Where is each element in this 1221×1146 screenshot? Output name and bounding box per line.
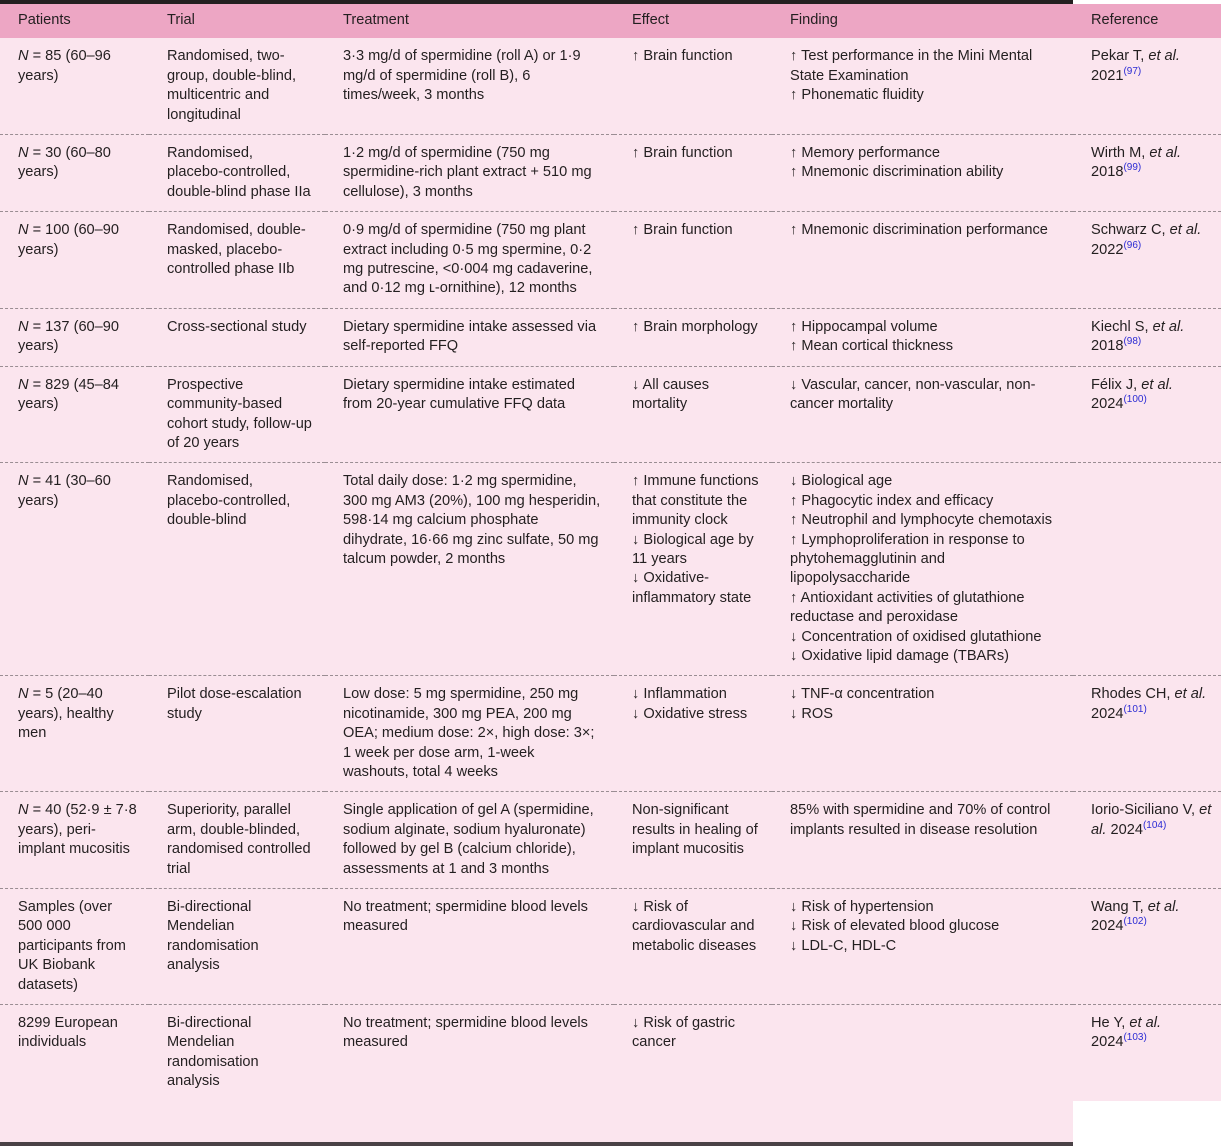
cell-reference bbox=[1073, 1005, 1221, 1101]
reference-author: Iorio-Siciliano V, bbox=[1091, 802, 1200, 819]
effect-item: ↓ Inflammation bbox=[632, 686, 727, 703]
sample-size-symbol: N bbox=[18, 473, 29, 490]
cell-reference bbox=[1073, 135, 1221, 212]
cell-treatment: Total daily dose: 1·2 mg spermidine, 300 mg AM3 (20%), 100 mg hesperidin, 598·14 mg calcium phosphate dihydrate, 16·66 mg zinc sulfate, 50 mg talcum powder, 2 months bbox=[325, 463, 614, 676]
reference-author: Schwarz C, bbox=[1091, 222, 1170, 239]
sample-size-symbol: N bbox=[18, 802, 29, 819]
cell-effect bbox=[614, 463, 772, 676]
cell-effect bbox=[614, 366, 772, 463]
table-row bbox=[0, 889, 1221, 1005]
reference-etal: et al. bbox=[1129, 1015, 1162, 1032]
sample-size-symbol: N bbox=[18, 376, 29, 393]
cell-patients bbox=[0, 792, 149, 889]
reference-year: 2018 bbox=[1091, 164, 1124, 181]
reference-year: 2024 bbox=[1091, 705, 1124, 722]
column-header-treatment: Treatment bbox=[325, 4, 614, 38]
effect-item: ↓ Risk of gastric cancer bbox=[632, 1015, 735, 1051]
column-header-reference: Reference bbox=[1073, 4, 1221, 38]
patients-text: = 41 (30–60 years) bbox=[18, 473, 111, 509]
cell-effect bbox=[614, 792, 772, 889]
cell-finding bbox=[772, 308, 1073, 366]
reference-citation-number[interactable]: (104) bbox=[1142, 819, 1167, 831]
reference-year: 2024 bbox=[1091, 396, 1124, 413]
finding-item: ↓ TNF-α concentration bbox=[790, 686, 935, 703]
cell-effect bbox=[614, 676, 772, 792]
cell-trial: Bi-directional Mendelian randomisation analysis bbox=[149, 889, 325, 1005]
reference-citation-number[interactable]: (103) bbox=[1123, 1032, 1147, 1044]
cell-reference bbox=[1073, 38, 1221, 134]
reference-citation-number[interactable]: (99) bbox=[1123, 162, 1142, 174]
reference-citation-link[interactable] bbox=[1123, 240, 1141, 251]
cell-treatment: No treatment; spermidine blood levels measured bbox=[325, 889, 614, 1005]
reference-author: Wang T, bbox=[1091, 899, 1148, 916]
reference-citation-number[interactable]: (102) bbox=[1123, 916, 1147, 928]
sample-size-symbol: N bbox=[18, 222, 29, 239]
finding-item: ↑ Hippocampal volume bbox=[790, 318, 938, 335]
cell-patients bbox=[0, 676, 149, 792]
reference-year: 2022 bbox=[1091, 241, 1124, 258]
cell-treatment: 0·9 mg/d of spermidine (750 mg plant extract including 0·5 mg spermine, 0·2 mg putrescine, <0·004 mg cadaverine, and 0·12 mg ʟ-ornithine), 12 months bbox=[325, 212, 614, 309]
cell-patients bbox=[0, 308, 149, 366]
finding-item: ↓ ROS bbox=[790, 705, 833, 722]
cell-treatment: 3·3 mg/d of spermidine (roll A) or 1·9 mg/d of spermidine (roll B), 6 times/week, 3 months bbox=[325, 38, 614, 134]
table-row bbox=[0, 1005, 1221, 1101]
cell-reference bbox=[1073, 308, 1221, 366]
cell-treatment: Dietary spermidine intake estimated from 20-year cumulative FFQ data bbox=[325, 366, 614, 463]
reference-etal: et al. bbox=[1152, 318, 1185, 335]
cell-finding bbox=[772, 38, 1073, 134]
cell-finding bbox=[772, 366, 1073, 463]
cell-finding bbox=[772, 463, 1073, 676]
reference-year: 2018 bbox=[1091, 338, 1124, 355]
reference-citation-number[interactable]: (96) bbox=[1123, 239, 1142, 251]
effect-item: Non-significant results in healing of implant mucositis bbox=[632, 802, 758, 858]
cell-treatment: Dietary spermidine intake assessed via self-reported FFQ bbox=[325, 308, 614, 366]
table-row bbox=[0, 792, 1221, 889]
reference-year: 2024 bbox=[1106, 821, 1143, 838]
finding-item: ↓ LDL-C, HDL-C bbox=[790, 937, 897, 954]
cell-reference bbox=[1073, 366, 1221, 463]
table-row bbox=[0, 38, 1221, 134]
patients-text: = 829 (45–84 years) bbox=[18, 376, 120, 413]
reference-citation-link[interactable] bbox=[1123, 66, 1141, 77]
cell-patients bbox=[0, 38, 149, 134]
table-row bbox=[0, 366, 1221, 463]
reference-author: He Y, bbox=[1091, 1015, 1130, 1032]
cell-treatment: Single application of gel A (spermidine, sodium alginate, sodium hyaluronate) followed by gel B (calcium chloride), assessments at 1 and 3 months bbox=[325, 792, 614, 889]
cell-finding bbox=[772, 212, 1073, 309]
effect-item: ↑ Brain function bbox=[632, 48, 733, 65]
patients-text: = 137 (60–90 years) bbox=[18, 318, 120, 355]
effect-item: ↓ Biological age by 11 years bbox=[632, 531, 754, 567]
cell-trial: Randomised, two-group, double-blind, multicentric and longitudinal bbox=[149, 38, 325, 134]
reference-author: Pekar T, bbox=[1091, 48, 1149, 65]
cell-patients bbox=[0, 135, 149, 212]
cell-effect bbox=[614, 38, 772, 134]
cell-finding bbox=[772, 676, 1073, 792]
patients-text: = 30 (60–80 years) bbox=[18, 145, 111, 181]
cell-reference bbox=[1073, 889, 1221, 1005]
reference-citation-link[interactable] bbox=[1123, 336, 1141, 347]
cell-treatment: Low dose: 5 mg spermidine, 250 mg nicotinamide, 300 mg PEA, 200 mg OEA; medium dose: 2×, high dose: 3×; 1 week per dose arm, 1-week washouts, total 4 weeks bbox=[325, 676, 614, 792]
finding-item: ↑ Lymphoproliferation in response to phytohemagglutinin and lipopolysaccharide bbox=[790, 531, 1025, 587]
cell-reference bbox=[1073, 212, 1221, 309]
cell-trial: Bi-directional Mendelian randomisation analysis bbox=[149, 1005, 325, 1101]
reference-year: 2021 bbox=[1091, 67, 1124, 84]
cell-patients bbox=[0, 212, 149, 309]
finding-item: ↑ Memory performance bbox=[790, 145, 941, 162]
cell-patients bbox=[0, 366, 149, 463]
finding-item: ↓ Oxidative lipid damage (TBARs) bbox=[790, 647, 1009, 664]
reference-citation-number[interactable]: (97) bbox=[1123, 65, 1142, 77]
patients-text: = 85 (60–96 years) bbox=[18, 48, 111, 84]
finding-item: ↓ Risk of hypertension bbox=[790, 899, 934, 916]
cell-treatment: 1·2 mg/d of spermidine (750 mg spermidine-rich plant extract + 510 mg cellulose), 3 months bbox=[325, 135, 614, 212]
sample-size-symbol: N bbox=[18, 686, 29, 703]
reference-citation-link[interactable] bbox=[1123, 394, 1146, 405]
reference-citation-link[interactable] bbox=[1123, 704, 1146, 715]
cell-effect bbox=[614, 212, 772, 309]
effect-item: ↑ Immune functions that constitute the immunity clock bbox=[632, 473, 759, 529]
effect-item: ↓ Risk of cardiovascular and metabolic diseases bbox=[632, 899, 757, 954]
finding-item: ↑ Mnemonic discrimination performance bbox=[790, 222, 1048, 239]
cell-trial: Randomised, double-masked, placebo-controlled phase IIb bbox=[149, 212, 325, 309]
reference-etal: et al. bbox=[1174, 686, 1207, 703]
reference-etal: et al. bbox=[1149, 145, 1182, 162]
cell-patients bbox=[0, 463, 149, 676]
cell-effect bbox=[614, 135, 772, 212]
effect-item: ↓ All causes mortality bbox=[632, 376, 710, 413]
table-header bbox=[0, 4, 1221, 38]
sample-size-symbol: N bbox=[18, 318, 29, 335]
finding-item: ↓ Biological age bbox=[790, 473, 893, 490]
table-row bbox=[0, 212, 1221, 309]
table-body bbox=[0, 38, 1221, 1100]
finding-item: ↑ Phagocytic index and efficacy bbox=[790, 492, 994, 509]
finding-item: ↑ Mnemonic discrimination ability bbox=[790, 164, 1004, 181]
reference-etal: et al. bbox=[1141, 376, 1173, 393]
patients-text: = 40 (52·9 ± 7·8 years), peri-implant mucositis bbox=[18, 802, 137, 858]
patients-text: 8299 European individuals bbox=[18, 1015, 118, 1051]
cell-finding bbox=[772, 889, 1073, 1005]
spermidine-studies-table bbox=[0, 4, 1221, 1101]
reference-citation-link[interactable] bbox=[1123, 163, 1141, 174]
reference-etal: et al. bbox=[1147, 899, 1180, 916]
effect-item: ↓ Oxidative stress bbox=[632, 705, 748, 722]
cell-patients bbox=[0, 889, 149, 1005]
patients-text: Samples (over 500 000 participants from UK Biobank datasets) bbox=[18, 899, 126, 993]
cell-effect bbox=[614, 308, 772, 366]
patients-text: = 5 (20–40 years), healthy men bbox=[18, 686, 114, 742]
effect-item: ↑ Brain function bbox=[632, 145, 733, 162]
reference-year: 2024 bbox=[1091, 918, 1124, 935]
table-row bbox=[0, 135, 1221, 212]
reference-etal: et al. bbox=[1148, 48, 1180, 65]
patients-text: = 100 (60–90 years) bbox=[18, 222, 120, 258]
cell-trial: Pilot dose-escalation study bbox=[149, 676, 325, 792]
cell-trial: Cross-sectional study bbox=[149, 308, 325, 366]
cell-reference bbox=[1073, 792, 1221, 889]
finding-item: ↓ Concentration of oxidised glutathione bbox=[790, 628, 1042, 645]
effect-item: ↓ Oxidative-inflammatory state bbox=[632, 570, 752, 606]
reference-author: Kiechl S, bbox=[1091, 318, 1153, 335]
cell-effect bbox=[614, 889, 772, 1005]
header-row bbox=[0, 4, 1221, 38]
reference-author: Wirth M, bbox=[1091, 145, 1150, 162]
cell-effect bbox=[614, 1005, 772, 1101]
finding-item: 85% with spermidine and 70% of control implants resulted in disease resolution bbox=[790, 802, 1051, 838]
cell-finding bbox=[772, 135, 1073, 212]
finding-item: ↑ Mean cortical thickness bbox=[790, 338, 954, 355]
sample-size-symbol: N bbox=[18, 48, 29, 65]
cell-patients bbox=[0, 1005, 149, 1101]
finding-item: ↑ Antioxidant activities of glutathione reductase and peroxidase bbox=[790, 589, 1025, 626]
sample-size-symbol: N bbox=[18, 145, 29, 162]
cell-trial: Prospective community-based cohort study, follow-up of 20 years bbox=[149, 366, 325, 463]
table-row bbox=[0, 676, 1221, 792]
cell-reference bbox=[1073, 676, 1221, 792]
table-row bbox=[0, 463, 1221, 676]
cell-reference bbox=[1073, 463, 1221, 676]
cell-finding bbox=[772, 792, 1073, 889]
reference-author: Félix J, bbox=[1091, 376, 1142, 393]
column-header-patients: Patients bbox=[0, 4, 149, 38]
reference-citation-number[interactable]: (101) bbox=[1123, 703, 1147, 715]
finding-item: ↑ Phonematic fluidity bbox=[790, 87, 924, 104]
cell-trial: Randomised, placebo-controlled, double-blind bbox=[149, 463, 325, 676]
reference-etal: et al. bbox=[1091, 802, 1212, 838]
reference-citation-link[interactable] bbox=[1123, 917, 1146, 928]
reference-year: 2024 bbox=[1091, 1034, 1124, 1051]
reference-citation-link[interactable] bbox=[1123, 1033, 1146, 1044]
column-header-effect: Effect bbox=[614, 4, 772, 38]
cell-trial: Randomised, placebo-controlled, double-blind phase IIa bbox=[149, 135, 325, 212]
finding-item: ↑ Neutrophil and lymphocyte chemotaxis bbox=[790, 512, 1053, 529]
cell-finding bbox=[772, 1005, 1073, 1101]
cell-trial: Superiority, parallel arm, double-blinded, randomised controlled trial bbox=[149, 792, 325, 889]
table-row bbox=[0, 308, 1221, 366]
effect-item: ↑ Brain function bbox=[632, 222, 733, 239]
reference-etal: et al. bbox=[1169, 222, 1202, 239]
cell-treatment: No treatment; spermidine blood levels measured bbox=[325, 1005, 614, 1101]
reference-author: Rhodes CH, bbox=[1091, 686, 1175, 703]
column-header-finding: Finding bbox=[772, 4, 1073, 38]
column-header-trial: Trial bbox=[149, 4, 325, 38]
reference-citation-number[interactable]: (98) bbox=[1123, 336, 1142, 348]
finding-item: ↑ Test performance in the Mini Mental State Examination bbox=[790, 48, 1033, 84]
reference-citation-link[interactable] bbox=[1143, 820, 1166, 831]
finding-item: ↓ Vascular, cancer, non-vascular, non-cancer mortality bbox=[790, 376, 1036, 413]
finding-item: ↓ Risk of elevated blood glucose bbox=[790, 918, 1000, 935]
effect-item: ↑ Brain morphology bbox=[632, 318, 758, 335]
reference-citation-number[interactable]: (100) bbox=[1123, 394, 1147, 406]
